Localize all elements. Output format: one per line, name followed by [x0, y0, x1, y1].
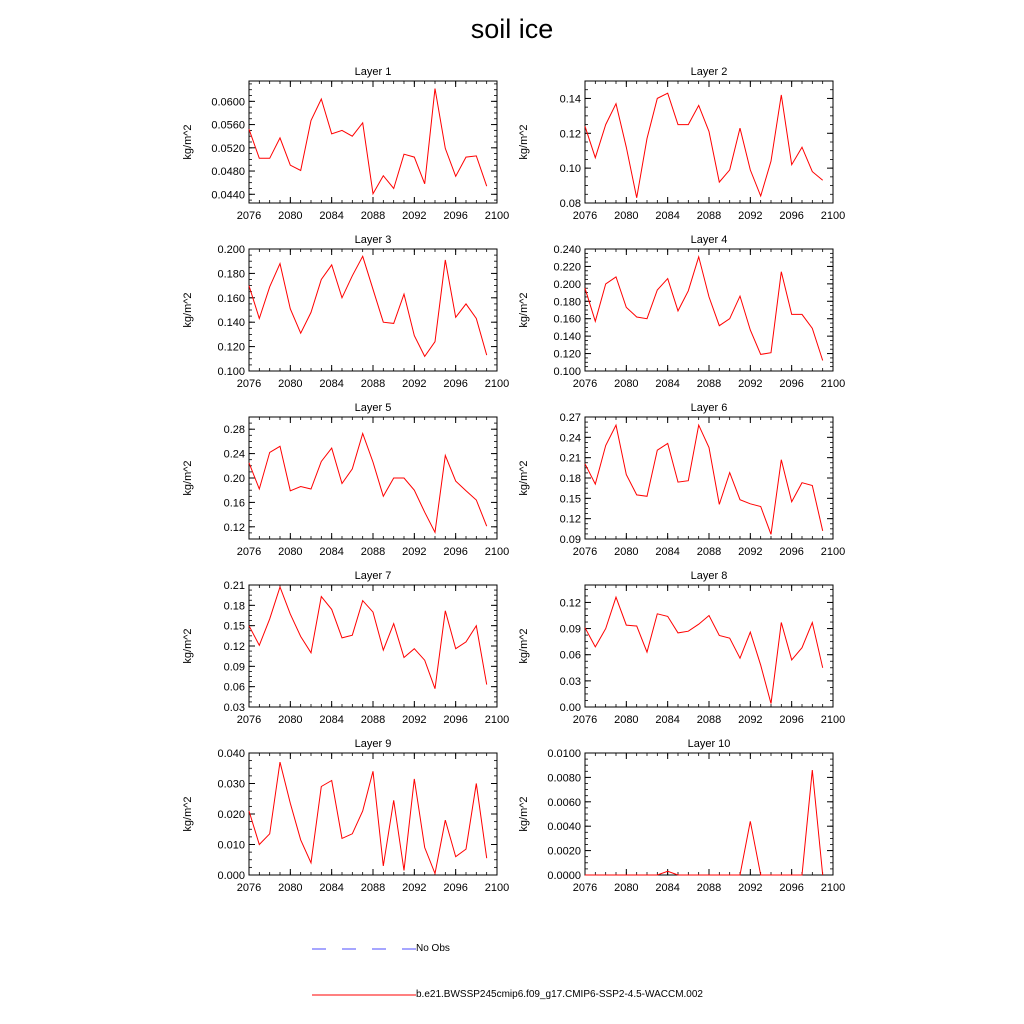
x-tick-label: 2092	[738, 210, 763, 222]
y-tick-label: 0.12	[559, 513, 581, 526]
y-tick-label: 0.0020	[547, 845, 581, 858]
y-tick-label: 0.160	[217, 292, 245, 305]
y-tick-label: 0.100	[553, 366, 581, 378]
panel-layer-7	[182, 570, 509, 726]
series-line	[585, 425, 823, 534]
x-tick-label: 2080	[278, 378, 303, 390]
panel-layer-9	[182, 738, 509, 894]
legend-obs-label: No Obs	[416, 943, 450, 954]
y-tick-label: 0.03	[559, 675, 581, 688]
x-tick-label: 2100	[484, 210, 510, 222]
y-tick-label: 0.15	[559, 493, 581, 506]
legend-model-label: b.e21.BWSSP245cmip6.f09_g17.CMIP6-SSP2-4.5-WACCM.002	[416, 989, 703, 1000]
x-tick-label: 2096	[443, 546, 468, 558]
y-tick-label: 0.14	[559, 93, 581, 106]
y-tick-label: 0.15	[223, 620, 245, 633]
y-tick-label: 0.000	[217, 870, 245, 882]
figure-title: soil ice	[470, 14, 554, 44]
x-tick-label: 2076	[572, 210, 598, 222]
series-line	[249, 256, 487, 356]
x-tick-label: 2096	[779, 546, 804, 558]
y-tick-label: 0.160	[553, 313, 581, 326]
x-tick-label: 2100	[820, 546, 846, 558]
y-tick-label: 0.120	[553, 348, 581, 361]
y-axis-label: kg/m^2	[182, 796, 194, 832]
legend-model-swatch	[312, 990, 416, 1000]
x-tick-label: 2088	[696, 546, 722, 558]
y-tick-label: 0.0600	[211, 96, 245, 109]
y-tick-label: 0.12	[559, 597, 581, 610]
x-tick-label: 2100	[820, 882, 846, 894]
y-axis-label: kg/m^2	[182, 628, 194, 664]
x-tick-label: 2092	[738, 714, 763, 726]
y-axis-label: kg/m^2	[518, 628, 530, 664]
y-tick-label: 0.18	[559, 473, 581, 485]
x-tick-label: 2092	[738, 546, 763, 558]
y-axis-label: kg/m^2	[182, 124, 194, 160]
x-tick-label: 2100	[820, 378, 846, 390]
panel-layer-5	[182, 402, 509, 558]
panel-title: Layer 8	[690, 570, 728, 582]
x-tick-label: 2096	[443, 378, 468, 390]
series-line	[249, 587, 487, 689]
y-axis-label: kg/m^2	[182, 460, 194, 496]
panel-title: Layer 9	[354, 738, 392, 750]
x-tick-label: 2096	[779, 882, 804, 894]
y-tick-label: 0.0060	[547, 796, 581, 809]
x-tick-label: 2096	[443, 210, 468, 222]
y-tick-label: 0.09	[559, 623, 581, 636]
y-tick-label: 0.09	[223, 661, 245, 674]
x-tick-label: 2076	[236, 882, 262, 894]
x-tick-label: 2084	[319, 882, 344, 894]
y-tick-label: 0.12	[223, 641, 245, 653]
y-tick-label: 0.180	[217, 268, 245, 281]
x-tick-label: 2080	[614, 882, 639, 894]
x-tick-label: 2092	[738, 378, 763, 390]
series-line	[585, 93, 823, 198]
panel-layer-3	[182, 234, 509, 390]
x-tick-label: 2092	[402, 546, 427, 558]
x-tick-label: 2076	[236, 714, 262, 726]
x-tick-label: 2100	[484, 882, 510, 894]
y-tick-label: 0.0080	[547, 772, 581, 785]
y-tick-label: 0.20	[223, 473, 245, 485]
x-tick-label: 2084	[319, 210, 344, 222]
panel-title: Layer 4	[690, 234, 728, 246]
x-tick-label: 2092	[402, 210, 427, 222]
x-tick-label: 2096	[779, 378, 804, 390]
x-tick-label: 2076	[572, 714, 598, 726]
y-tick-label: 0.0520	[211, 142, 245, 155]
panel-layer-1	[182, 66, 509, 222]
y-tick-label: 0.08	[559, 198, 581, 210]
x-tick-label: 2088	[696, 210, 722, 222]
x-tick-label: 2096	[443, 714, 468, 726]
x-tick-label: 2080	[278, 714, 303, 726]
y-tick-label: 0.240	[553, 244, 581, 256]
y-tick-label: 0.100	[217, 366, 245, 378]
x-tick-label: 2092	[402, 882, 427, 894]
x-tick-label: 2076	[572, 546, 598, 558]
plot-frame	[585, 81, 833, 203]
plot-frame	[249, 249, 497, 371]
y-tick-label: 0.06	[559, 649, 581, 662]
x-tick-label: 2076	[236, 210, 262, 222]
x-tick-label: 2084	[655, 210, 680, 222]
x-tick-label: 2092	[402, 378, 427, 390]
series-line	[249, 762, 487, 873]
x-tick-label: 2088	[696, 378, 722, 390]
x-tick-label: 2076	[572, 378, 598, 390]
plot-frame	[249, 81, 497, 203]
legend-obs-swatch	[312, 944, 416, 954]
y-tick-label: 0.10	[559, 163, 581, 176]
x-tick-label: 2096	[779, 714, 804, 726]
panel-title: Layer 2	[690, 66, 728, 78]
x-tick-label: 2092	[738, 882, 763, 894]
y-tick-label: 0.220	[553, 261, 581, 274]
y-tick-label: 0.28	[223, 424, 245, 437]
y-tick-label: 0.0480	[211, 166, 245, 179]
y-tick-label: 0.24	[223, 448, 245, 461]
series-line	[585, 257, 823, 361]
y-axis-label: kg/m^2	[518, 292, 530, 328]
y-tick-label: 0.030	[217, 778, 245, 791]
x-tick-label: 2084	[655, 378, 680, 390]
y-axis-label: kg/m^2	[518, 124, 530, 160]
y-tick-label: 0.140	[553, 331, 581, 344]
y-tick-label: 0.16	[223, 497, 245, 510]
y-tick-label: 0.27	[559, 412, 581, 424]
y-tick-label: 0.200	[217, 244, 245, 256]
y-tick-label: 0.0560	[211, 119, 245, 132]
panel-layer-4	[518, 234, 845, 390]
panel-layer-6	[518, 402, 845, 558]
x-tick-label: 2088	[360, 882, 386, 894]
y-tick-label: 0.040	[217, 748, 245, 760]
y-tick-label: 0.09	[559, 534, 581, 546]
x-tick-label: 2100	[484, 378, 510, 390]
x-tick-label: 2076	[236, 546, 262, 558]
y-tick-label: 0.180	[553, 296, 581, 309]
series-line	[585, 770, 823, 875]
y-tick-label: 0.200	[553, 278, 581, 291]
y-tick-label: 0.12	[223, 521, 245, 534]
y-tick-label: 0.020	[217, 809, 245, 821]
y-tick-label: 0.21	[559, 452, 581, 465]
series-line	[585, 597, 823, 703]
x-tick-label: 2100	[484, 714, 510, 726]
x-tick-label: 2084	[655, 882, 680, 894]
y-tick-label: 0.0440	[211, 189, 245, 202]
panel-layer-8	[518, 570, 845, 726]
y-tick-label: 0.18	[223, 600, 245, 613]
plot-frame	[585, 585, 833, 707]
x-tick-label: 2088	[696, 882, 722, 894]
y-tick-label: 0.0100	[547, 748, 581, 760]
x-tick-label: 2088	[360, 714, 386, 726]
y-tick-label: 0.00	[559, 702, 581, 714]
y-tick-label: 0.140	[217, 317, 245, 330]
y-axis-label: kg/m^2	[518, 796, 530, 832]
panel-title: Layer 6	[690, 402, 728, 414]
panel-layer-2	[518, 66, 845, 222]
y-tick-label: 0.06	[223, 681, 245, 694]
y-tick-label: 0.0040	[547, 821, 581, 834]
x-tick-label: 2084	[319, 546, 344, 558]
panel-title: Layer 7	[354, 570, 392, 582]
y-tick-label: 0.120	[217, 341, 245, 354]
y-tick-label: 0.03	[223, 702, 245, 714]
y-axis-label: kg/m^2	[518, 460, 530, 496]
x-tick-label: 2100	[820, 210, 846, 222]
panel-layer-10	[518, 738, 845, 894]
x-tick-label: 2088	[360, 378, 386, 390]
y-axis-label: kg/m^2	[182, 292, 194, 328]
plot-frame	[585, 417, 833, 539]
x-tick-label: 2080	[614, 378, 639, 390]
x-tick-label: 2092	[402, 714, 427, 726]
x-tick-label: 2080	[278, 882, 303, 894]
x-tick-label: 2084	[319, 378, 344, 390]
x-tick-label: 2096	[443, 882, 468, 894]
x-tick-label: 2076	[572, 882, 598, 894]
x-tick-label: 2084	[655, 714, 680, 726]
x-tick-label: 2088	[696, 714, 722, 726]
panel-title: Layer 1	[354, 66, 392, 78]
y-tick-label: 0.0000	[547, 870, 581, 882]
x-tick-label: 2080	[614, 210, 639, 222]
y-tick-label: 0.12	[559, 128, 581, 141]
series-line	[249, 434, 487, 533]
y-tick-label: 0.21	[223, 580, 245, 592]
x-tick-label: 2096	[779, 210, 804, 222]
y-tick-label: 0.010	[217, 839, 245, 852]
x-tick-label: 2084	[655, 546, 680, 558]
panel-title: Layer 10	[687, 738, 731, 750]
plot-frame	[585, 249, 833, 371]
x-tick-label: 2088	[360, 210, 386, 222]
y-tick-label: 0.24	[559, 432, 581, 445]
x-tick-label: 2088	[360, 546, 386, 558]
panel-title: Layer 5	[354, 402, 392, 414]
x-tick-label: 2080	[278, 546, 303, 558]
x-tick-label: 2100	[820, 714, 846, 726]
x-tick-label: 2076	[236, 378, 262, 390]
series-line	[249, 89, 487, 194]
x-tick-label: 2080	[614, 714, 639, 726]
x-tick-label: 2080	[278, 210, 303, 222]
x-tick-label: 2080	[614, 546, 639, 558]
x-tick-label: 2084	[319, 714, 344, 726]
panel-title: Layer 3	[354, 234, 392, 246]
x-tick-label: 2100	[484, 546, 510, 558]
plot-frame	[249, 417, 497, 539]
plot-frame	[585, 753, 833, 875]
